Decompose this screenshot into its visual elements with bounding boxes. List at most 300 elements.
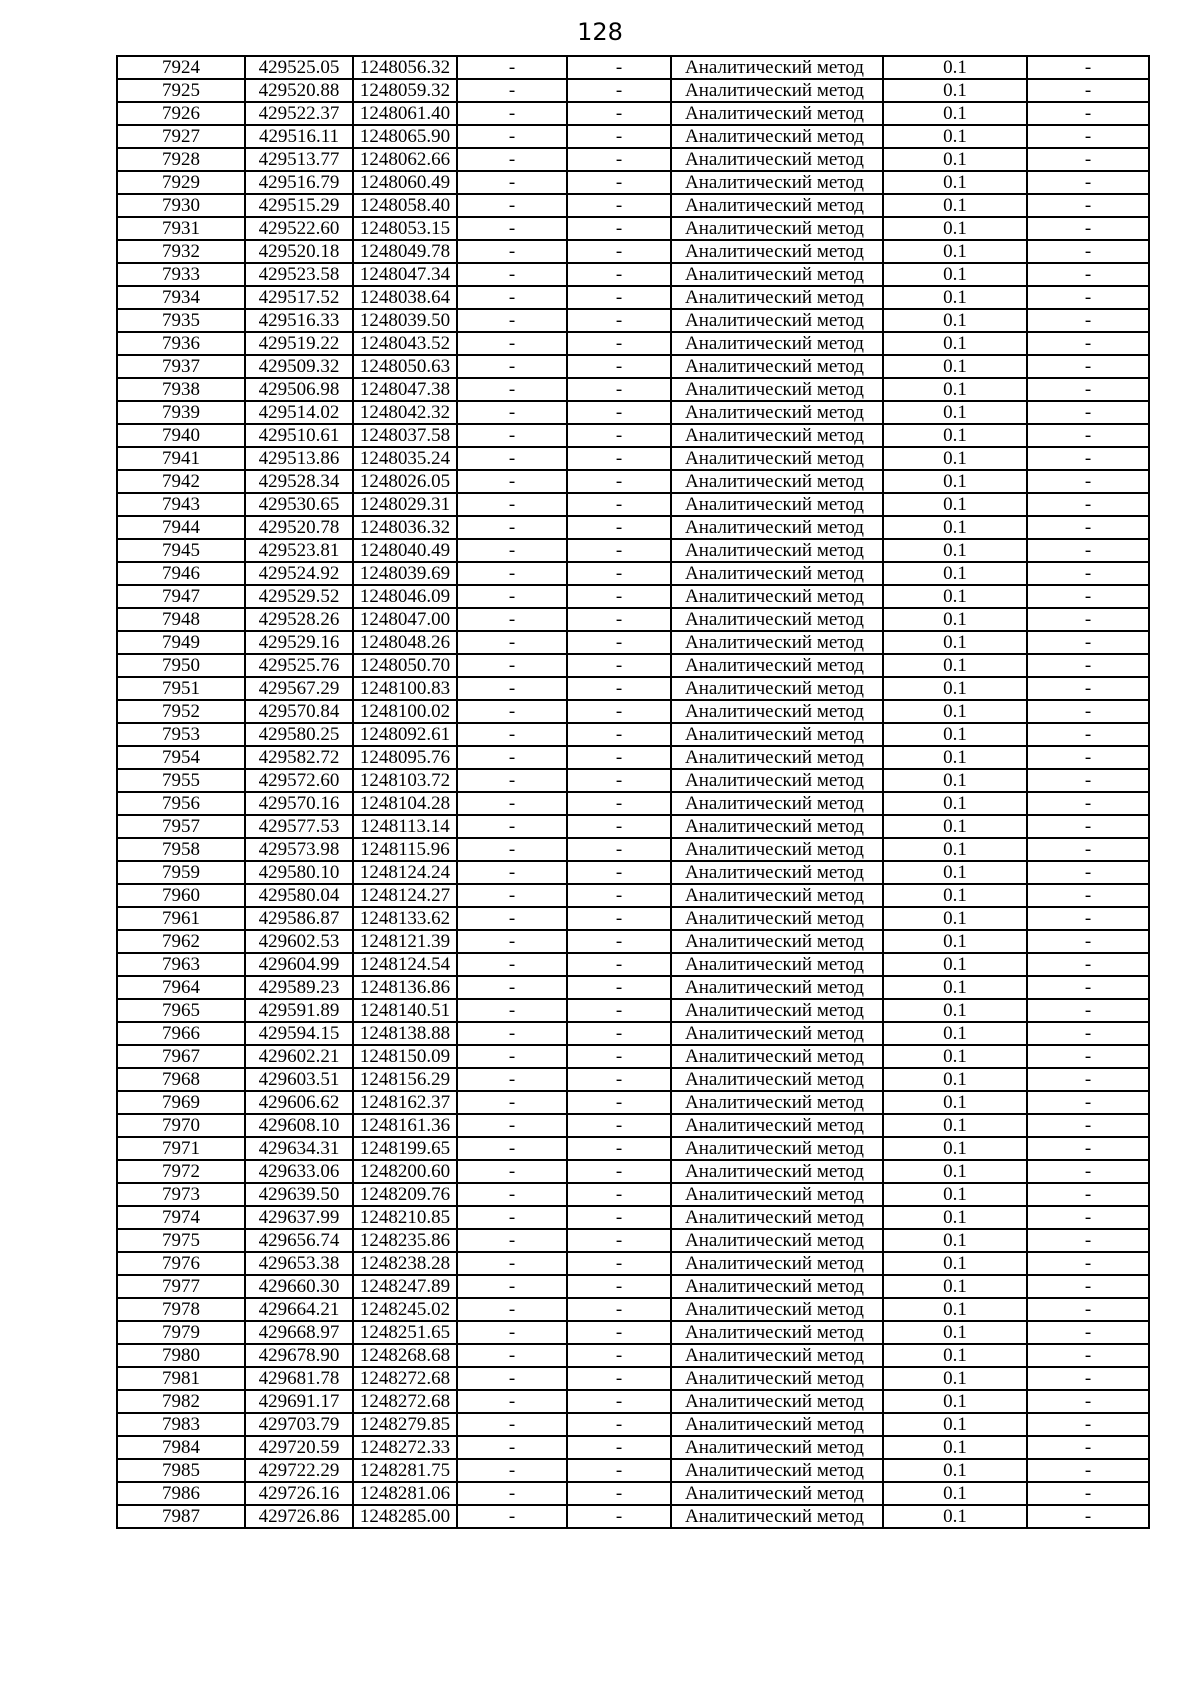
- empty-value-cell: -: [1027, 861, 1149, 884]
- method-cell: Аналитический метод: [671, 907, 883, 930]
- point-number-cell: 7943: [117, 493, 245, 516]
- x-coordinate-cell: 429516.79: [245, 171, 353, 194]
- method-cell: Аналитический метод: [671, 792, 883, 815]
- method-cell: Аналитический метод: [671, 1344, 883, 1367]
- method-cell: Аналитический метод: [671, 148, 883, 171]
- method-cell: Аналитический метод: [671, 677, 883, 700]
- x-coordinate-cell: 429513.77: [245, 148, 353, 171]
- y-coordinate-cell: 1248121.39: [353, 930, 457, 953]
- point-number-cell: 7970: [117, 1114, 245, 1137]
- point-number-cell: 7984: [117, 1436, 245, 1459]
- empty-value-cell: -: [457, 102, 567, 125]
- empty-value-cell: -: [1027, 217, 1149, 240]
- empty-value-cell: -: [1027, 1045, 1149, 1068]
- method-cell: Аналитический метод: [671, 1229, 883, 1252]
- empty-value-cell: -: [457, 769, 567, 792]
- point-number-cell: 7960: [117, 884, 245, 907]
- accuracy-cell: 0.1: [883, 263, 1027, 286]
- x-coordinate-cell: 429586.87: [245, 907, 353, 930]
- accuracy-cell: 0.1: [883, 861, 1027, 884]
- empty-value-cell: -: [1027, 1459, 1149, 1482]
- method-cell: Аналитический метод: [671, 102, 883, 125]
- empty-value-cell: -: [567, 815, 671, 838]
- empty-value-cell: -: [1027, 102, 1149, 125]
- y-coordinate-cell: 1248036.32: [353, 516, 457, 539]
- empty-value-cell: -: [1027, 884, 1149, 907]
- empty-value-cell: -: [457, 125, 567, 148]
- point-number-cell: 7936: [117, 332, 245, 355]
- accuracy-cell: 0.1: [883, 1091, 1027, 1114]
- method-cell: Аналитический метод: [671, 1482, 883, 1505]
- empty-value-cell: -: [457, 1436, 567, 1459]
- method-cell: Аналитический метод: [671, 585, 883, 608]
- empty-value-cell: -: [457, 355, 567, 378]
- y-coordinate-cell: 1248209.76: [353, 1183, 457, 1206]
- accuracy-cell: 0.1: [883, 654, 1027, 677]
- empty-value-cell: -: [457, 516, 567, 539]
- x-coordinate-cell: 429703.79: [245, 1413, 353, 1436]
- empty-value-cell: -: [1027, 424, 1149, 447]
- accuracy-cell: 0.1: [883, 286, 1027, 309]
- method-cell: Аналитический метод: [671, 217, 883, 240]
- empty-value-cell: -: [567, 1505, 671, 1528]
- empty-value-cell: -: [1027, 194, 1149, 217]
- method-cell: Аналитический метод: [671, 378, 883, 401]
- method-cell: Аналитический метод: [671, 516, 883, 539]
- empty-value-cell: -: [567, 539, 671, 562]
- accuracy-cell: 0.1: [883, 585, 1027, 608]
- x-coordinate-cell: 429582.72: [245, 746, 353, 769]
- empty-value-cell: -: [457, 447, 567, 470]
- accuracy-cell: 0.1: [883, 1298, 1027, 1321]
- point-number-cell: 7942: [117, 470, 245, 493]
- accuracy-cell: 0.1: [883, 447, 1027, 470]
- x-coordinate-cell: 429606.62: [245, 1091, 353, 1114]
- empty-value-cell: -: [567, 1022, 671, 1045]
- y-coordinate-cell: 1248162.37: [353, 1091, 457, 1114]
- table-row: [117, 815, 1149, 838]
- empty-value-cell: -: [457, 171, 567, 194]
- method-cell: Аналитический метод: [671, 838, 883, 861]
- empty-value-cell: -: [567, 999, 671, 1022]
- point-number-cell: 7982: [117, 1390, 245, 1413]
- y-coordinate-cell: 1248279.85: [353, 1413, 457, 1436]
- x-coordinate-cell: 429577.53: [245, 815, 353, 838]
- method-cell: Аналитический метод: [671, 332, 883, 355]
- x-coordinate-cell: 429517.52: [245, 286, 353, 309]
- table-row: [117, 286, 1149, 309]
- y-coordinate-cell: 1248156.29: [353, 1068, 457, 1091]
- empty-value-cell: -: [1027, 378, 1149, 401]
- point-number-cell: 7977: [117, 1275, 245, 1298]
- y-coordinate-cell: 1248037.58: [353, 424, 457, 447]
- empty-value-cell: -: [1027, 677, 1149, 700]
- accuracy-cell: 0.1: [883, 907, 1027, 930]
- empty-value-cell: -: [457, 654, 567, 677]
- empty-value-cell: -: [457, 1344, 567, 1367]
- point-number-cell: 7934: [117, 286, 245, 309]
- empty-value-cell: -: [457, 792, 567, 815]
- y-coordinate-cell: 1248210.85: [353, 1206, 457, 1229]
- empty-value-cell: -: [1027, 79, 1149, 102]
- accuracy-cell: 0.1: [883, 930, 1027, 953]
- point-number-cell: 7972: [117, 1160, 245, 1183]
- table-row: [117, 56, 1149, 79]
- empty-value-cell: -: [567, 1321, 671, 1344]
- method-cell: Аналитический метод: [671, 1160, 883, 1183]
- accuracy-cell: 0.1: [883, 309, 1027, 332]
- point-number-cell: 7973: [117, 1183, 245, 1206]
- empty-value-cell: -: [567, 930, 671, 953]
- method-cell: Аналитический метод: [671, 1068, 883, 1091]
- x-coordinate-cell: 429516.33: [245, 309, 353, 332]
- accuracy-cell: 0.1: [883, 1229, 1027, 1252]
- x-coordinate-cell: 429524.92: [245, 562, 353, 585]
- x-coordinate-cell: 429528.26: [245, 608, 353, 631]
- table-row: [117, 1183, 1149, 1206]
- empty-value-cell: -: [567, 378, 671, 401]
- y-coordinate-cell: 1248047.34: [353, 263, 457, 286]
- y-coordinate-cell: 1248281.75: [353, 1459, 457, 1482]
- table-row: [117, 171, 1149, 194]
- accuracy-cell: 0.1: [883, 1045, 1027, 1068]
- accuracy-cell: 0.1: [883, 1344, 1027, 1367]
- y-coordinate-cell: 1248238.28: [353, 1252, 457, 1275]
- empty-value-cell: -: [1027, 746, 1149, 769]
- method-cell: Аналитический метод: [671, 654, 883, 677]
- accuracy-cell: 0.1: [883, 401, 1027, 424]
- y-coordinate-cell: 1248049.78: [353, 240, 457, 263]
- x-coordinate-cell: 429519.22: [245, 332, 353, 355]
- x-coordinate-cell: 429525.05: [245, 56, 353, 79]
- empty-value-cell: -: [567, 1183, 671, 1206]
- table-row: [117, 1068, 1149, 1091]
- table-row: [117, 953, 1149, 976]
- empty-value-cell: -: [457, 1022, 567, 1045]
- x-coordinate-cell: 429722.29: [245, 1459, 353, 1482]
- empty-value-cell: -: [457, 562, 567, 585]
- y-coordinate-cell: 1248150.09: [353, 1045, 457, 1068]
- point-number-cell: 7958: [117, 838, 245, 861]
- y-coordinate-cell: 1248124.24: [353, 861, 457, 884]
- table-row: [117, 240, 1149, 263]
- empty-value-cell: -: [457, 401, 567, 424]
- y-coordinate-cell: 1248104.28: [353, 792, 457, 815]
- point-number-cell: 7926: [117, 102, 245, 125]
- y-coordinate-cell: 1248138.88: [353, 1022, 457, 1045]
- point-number-cell: 7967: [117, 1045, 245, 1068]
- point-number-cell: 7925: [117, 79, 245, 102]
- empty-value-cell: -: [567, 1160, 671, 1183]
- empty-value-cell: -: [457, 861, 567, 884]
- method-cell: Аналитический метод: [671, 1275, 883, 1298]
- empty-value-cell: -: [567, 700, 671, 723]
- x-coordinate-cell: 429573.98: [245, 838, 353, 861]
- table-row: [117, 1252, 1149, 1275]
- method-cell: Аналитический метод: [671, 194, 883, 217]
- empty-value-cell: -: [457, 723, 567, 746]
- table-row: [117, 1413, 1149, 1436]
- accuracy-cell: 0.1: [883, 608, 1027, 631]
- empty-value-cell: -: [1027, 1114, 1149, 1137]
- empty-value-cell: -: [457, 677, 567, 700]
- empty-value-cell: -: [457, 838, 567, 861]
- table-row: [117, 1160, 1149, 1183]
- table-row: [117, 1045, 1149, 1068]
- empty-value-cell: -: [1027, 562, 1149, 585]
- method-cell: Аналитический метод: [671, 470, 883, 493]
- accuracy-cell: 0.1: [883, 332, 1027, 355]
- empty-value-cell: -: [567, 585, 671, 608]
- method-cell: Аналитический метод: [671, 1183, 883, 1206]
- point-number-cell: 7966: [117, 1022, 245, 1045]
- y-coordinate-cell: 1248059.32: [353, 79, 457, 102]
- accuracy-cell: 0.1: [883, 539, 1027, 562]
- empty-value-cell: -: [1027, 1137, 1149, 1160]
- empty-value-cell: -: [457, 1114, 567, 1137]
- empty-value-cell: -: [457, 1413, 567, 1436]
- empty-value-cell: -: [1027, 401, 1149, 424]
- x-coordinate-cell: 429726.86: [245, 1505, 353, 1528]
- empty-value-cell: -: [567, 838, 671, 861]
- point-number-cell: 7929: [117, 171, 245, 194]
- empty-value-cell: -: [1027, 1367, 1149, 1390]
- x-coordinate-cell: 429515.29: [245, 194, 353, 217]
- empty-value-cell: -: [567, 447, 671, 470]
- x-coordinate-cell: 429520.88: [245, 79, 353, 102]
- empty-value-cell: -: [1027, 815, 1149, 838]
- empty-value-cell: -: [567, 1482, 671, 1505]
- empty-value-cell: -: [567, 1045, 671, 1068]
- accuracy-cell: 0.1: [883, 171, 1027, 194]
- empty-value-cell: -: [1027, 286, 1149, 309]
- x-coordinate-cell: 429603.51: [245, 1068, 353, 1091]
- y-coordinate-cell: 1248247.89: [353, 1275, 457, 1298]
- point-number-cell: 7940: [117, 424, 245, 447]
- empty-value-cell: -: [567, 976, 671, 999]
- y-coordinate-cell: 1248026.05: [353, 470, 457, 493]
- empty-value-cell: -: [457, 1390, 567, 1413]
- method-cell: Аналитический метод: [671, 953, 883, 976]
- x-coordinate-cell: 429525.76: [245, 654, 353, 677]
- empty-value-cell: -: [567, 861, 671, 884]
- x-coordinate-cell: 429509.32: [245, 355, 353, 378]
- empty-value-cell: -: [457, 493, 567, 516]
- method-cell: Аналитический метод: [671, 723, 883, 746]
- table-row: [117, 378, 1149, 401]
- empty-value-cell: -: [1027, 171, 1149, 194]
- empty-value-cell: -: [457, 539, 567, 562]
- method-cell: Аналитический метод: [671, 286, 883, 309]
- method-cell: Аналитический метод: [671, 884, 883, 907]
- method-cell: Аналитический метод: [671, 861, 883, 884]
- method-cell: Аналитический метод: [671, 539, 883, 562]
- point-number-cell: 7987: [117, 1505, 245, 1528]
- x-coordinate-cell: 429523.81: [245, 539, 353, 562]
- accuracy-cell: 0.1: [883, 1137, 1027, 1160]
- empty-value-cell: -: [457, 700, 567, 723]
- x-coordinate-cell: 429570.84: [245, 700, 353, 723]
- empty-value-cell: -: [457, 1505, 567, 1528]
- empty-value-cell: -: [457, 1252, 567, 1275]
- empty-value-cell: -: [1027, 976, 1149, 999]
- method-cell: Аналитический метод: [671, 930, 883, 953]
- table-row: [117, 424, 1149, 447]
- point-number-cell: 7928: [117, 148, 245, 171]
- y-coordinate-cell: 1248050.70: [353, 654, 457, 677]
- y-coordinate-cell: 1248272.33: [353, 1436, 457, 1459]
- empty-value-cell: -: [567, 1367, 671, 1390]
- empty-value-cell: -: [567, 1068, 671, 1091]
- x-coordinate-cell: 429602.21: [245, 1045, 353, 1068]
- x-coordinate-cell: 429567.29: [245, 677, 353, 700]
- y-coordinate-cell: 1248047.38: [353, 378, 457, 401]
- method-cell: Аналитический метод: [671, 815, 883, 838]
- x-coordinate-cell: 429580.25: [245, 723, 353, 746]
- accuracy-cell: 0.1: [883, 677, 1027, 700]
- table-row: [117, 148, 1149, 171]
- y-coordinate-cell: 1248113.14: [353, 815, 457, 838]
- point-number-cell: 7938: [117, 378, 245, 401]
- empty-value-cell: -: [1027, 1183, 1149, 1206]
- empty-value-cell: -: [1027, 930, 1149, 953]
- table-row: [117, 608, 1149, 631]
- empty-value-cell: -: [1027, 1206, 1149, 1229]
- y-coordinate-cell: 1248100.83: [353, 677, 457, 700]
- method-cell: Аналитический метод: [671, 263, 883, 286]
- method-cell: Аналитический метод: [671, 746, 883, 769]
- y-coordinate-cell: 1248268.68: [353, 1344, 457, 1367]
- empty-value-cell: -: [567, 1206, 671, 1229]
- table-row: [117, 700, 1149, 723]
- table-row: [117, 746, 1149, 769]
- table-row: [117, 677, 1149, 700]
- empty-value-cell: -: [457, 1137, 567, 1160]
- empty-value-cell: -: [457, 1298, 567, 1321]
- table-row: [117, 930, 1149, 953]
- empty-value-cell: -: [567, 1229, 671, 1252]
- y-coordinate-cell: 1248050.63: [353, 355, 457, 378]
- empty-value-cell: -: [567, 654, 671, 677]
- empty-value-cell: -: [457, 1183, 567, 1206]
- empty-value-cell: -: [567, 884, 671, 907]
- point-number-cell: 7956: [117, 792, 245, 815]
- point-number-cell: 7954: [117, 746, 245, 769]
- empty-value-cell: -: [567, 1114, 671, 1137]
- empty-value-cell: -: [567, 309, 671, 332]
- accuracy-cell: 0.1: [883, 1183, 1027, 1206]
- table-row: [117, 493, 1149, 516]
- y-coordinate-cell: 1248124.27: [353, 884, 457, 907]
- accuracy-cell: 0.1: [883, 1321, 1027, 1344]
- empty-value-cell: -: [1027, 1390, 1149, 1413]
- accuracy-cell: 0.1: [883, 1505, 1027, 1528]
- y-coordinate-cell: 1248043.52: [353, 332, 457, 355]
- empty-value-cell: -: [457, 286, 567, 309]
- table-row: [117, 332, 1149, 355]
- empty-value-cell: -: [567, 424, 671, 447]
- empty-value-cell: -: [567, 1298, 671, 1321]
- empty-value-cell: -: [1027, 148, 1149, 171]
- empty-value-cell: -: [457, 194, 567, 217]
- accuracy-cell: 0.1: [883, 700, 1027, 723]
- y-coordinate-cell: 1248200.60: [353, 1160, 457, 1183]
- x-coordinate-cell: 429514.02: [245, 401, 353, 424]
- empty-value-cell: -: [1027, 999, 1149, 1022]
- point-number-cell: 7937: [117, 355, 245, 378]
- accuracy-cell: 0.1: [883, 562, 1027, 585]
- empty-value-cell: -: [1027, 1275, 1149, 1298]
- point-number-cell: 7941: [117, 447, 245, 470]
- method-cell: Аналитический метод: [671, 1045, 883, 1068]
- point-number-cell: 7924: [117, 56, 245, 79]
- accuracy-cell: 0.1: [883, 1275, 1027, 1298]
- point-number-cell: 7983: [117, 1413, 245, 1436]
- y-coordinate-cell: 1248065.90: [353, 125, 457, 148]
- empty-value-cell: -: [1027, 1321, 1149, 1344]
- x-coordinate-cell: 429529.16: [245, 631, 353, 654]
- table-row: [117, 309, 1149, 332]
- empty-value-cell: -: [567, 194, 671, 217]
- empty-value-cell: -: [1027, 355, 1149, 378]
- point-number-cell: 7927: [117, 125, 245, 148]
- y-coordinate-cell: 1248281.06: [353, 1482, 457, 1505]
- empty-value-cell: -: [567, 332, 671, 355]
- table-row: [117, 1275, 1149, 1298]
- empty-value-cell: -: [1027, 838, 1149, 861]
- point-number-cell: 7951: [117, 677, 245, 700]
- point-number-cell: 7931: [117, 217, 245, 240]
- point-number-cell: 7974: [117, 1206, 245, 1229]
- empty-value-cell: -: [457, 1367, 567, 1390]
- y-coordinate-cell: 1248235.86: [353, 1229, 457, 1252]
- point-number-cell: 7965: [117, 999, 245, 1022]
- x-coordinate-cell: 429664.21: [245, 1298, 353, 1321]
- point-number-cell: 7961: [117, 907, 245, 930]
- x-coordinate-cell: 429604.99: [245, 953, 353, 976]
- empty-value-cell: -: [457, 1459, 567, 1482]
- method-cell: Аналитический метод: [671, 125, 883, 148]
- empty-value-cell: -: [1027, 1505, 1149, 1528]
- point-number-cell: 7947: [117, 585, 245, 608]
- y-coordinate-cell: 1248047.00: [353, 608, 457, 631]
- empty-value-cell: -: [457, 56, 567, 79]
- method-cell: Аналитический метод: [671, 999, 883, 1022]
- empty-value-cell: -: [457, 585, 567, 608]
- point-number-cell: 7979: [117, 1321, 245, 1344]
- y-coordinate-cell: 1248046.09: [353, 585, 457, 608]
- y-coordinate-cell: 1248029.31: [353, 493, 457, 516]
- x-coordinate-cell: 429634.31: [245, 1137, 353, 1160]
- point-number-cell: 7949: [117, 631, 245, 654]
- empty-value-cell: -: [1027, 125, 1149, 148]
- accuracy-cell: 0.1: [883, 148, 1027, 171]
- x-coordinate-cell: 429528.34: [245, 470, 353, 493]
- point-number-cell: 7971: [117, 1137, 245, 1160]
- x-coordinate-cell: 429681.78: [245, 1367, 353, 1390]
- point-number-cell: 7964: [117, 976, 245, 999]
- point-number-cell: 7946: [117, 562, 245, 585]
- point-number-cell: 7962: [117, 930, 245, 953]
- point-number-cell: 7963: [117, 953, 245, 976]
- empty-value-cell: -: [1027, 631, 1149, 654]
- point-number-cell: 7959: [117, 861, 245, 884]
- x-coordinate-cell: 429594.15: [245, 1022, 353, 1045]
- table-row: [117, 884, 1149, 907]
- empty-value-cell: -: [567, 953, 671, 976]
- y-coordinate-cell: 1248060.49: [353, 171, 457, 194]
- table-row: [117, 1022, 1149, 1045]
